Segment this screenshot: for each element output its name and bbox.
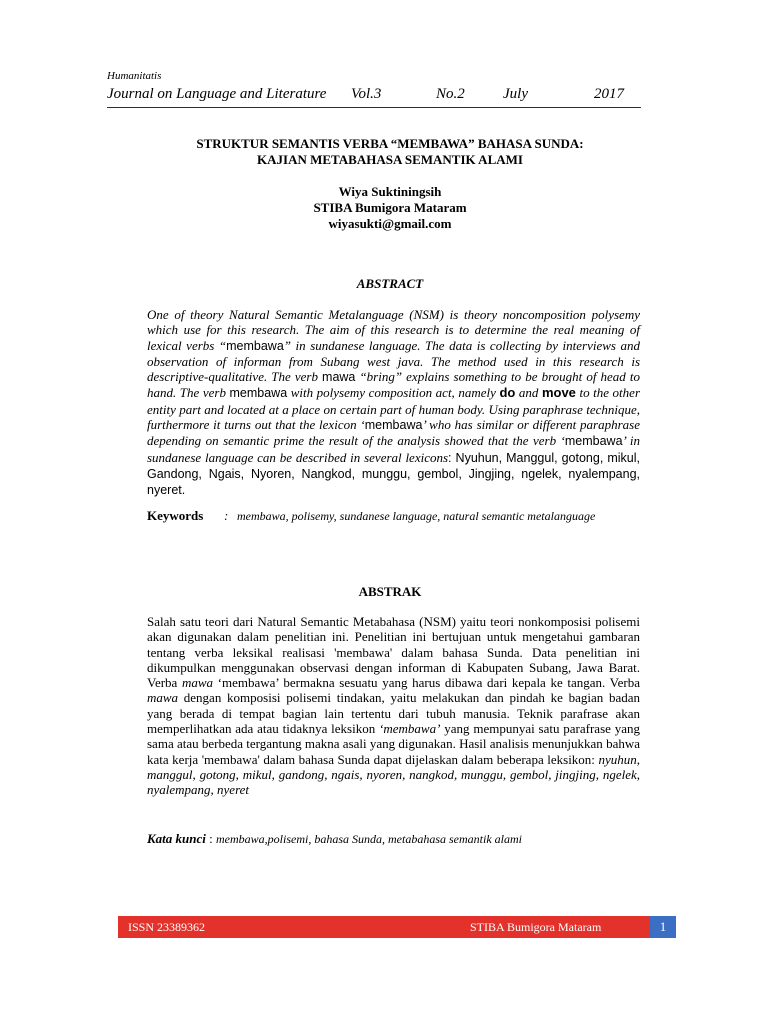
abstrak-text: yang mempunyai satu parafrase yang sama atau berbeda tergantung makna asali yang digunakan. Hasil analisis menunjukkan bahwa kata kerja 'membawa' dalam bahasa Sunda dapat dijelaskan dalam beberapa leksikon: bbox=[147, 721, 640, 767]
term-membawa: membawa bbox=[564, 434, 623, 449]
journal-name: Journal on Language and Literature bbox=[107, 86, 327, 102]
term-membawa: membawa bbox=[229, 386, 288, 401]
keywords-label: Keywords bbox=[147, 508, 204, 523]
journal-month: July bbox=[503, 86, 528, 102]
abstrak-body bbox=[147, 614, 640, 798]
abstract-text: ” in sundanese language. The data is collecting by interviews and observation of informan from Subang west java. The method used in this research is descriptive-qualitative. The verb bbox=[147, 337, 640, 385]
kata-kunci bbox=[147, 831, 640, 847]
abstract-text: ’ in sundanese language can be described in several lexicons bbox=[147, 433, 641, 465]
term-do: do bbox=[499, 385, 516, 401]
kata-kunci-label: Kata kunci bbox=[147, 831, 206, 846]
keywords-colon: : bbox=[224, 508, 229, 523]
author-name: Wiya Suktiningsih bbox=[338, 184, 442, 199]
abstract-text: and bbox=[515, 385, 542, 401]
abstract-lexicons: : Nyuhun, Manggul, gotong, mikul, Gandong, Ngais, Nyoren, Nangkod, munggu, gembol, Jingjing, ngelek, nyalempang, nyeret. bbox=[147, 450, 640, 498]
page-number: 1 bbox=[650, 916, 676, 938]
abstract-text: One of theory Natural Semantic Metalanguage (NSM) is theory noncomposition polysemy which use for this research. The aim of this research is to determine the real meaning of lexical verbs “ bbox=[147, 307, 640, 353]
keywords-text: membawa, polisemy, sundanese language, natural semantic metalanguage bbox=[237, 509, 596, 523]
term-mawa: mawa bbox=[181, 675, 214, 691]
journal-number: No.2 bbox=[436, 86, 465, 102]
term-membawa: membawa bbox=[226, 338, 284, 353]
abstract-text: with polysemy composition act, namely bbox=[287, 385, 500, 401]
title-line-2: KAJIAN METABAHASA SEMANTIK ALAMI bbox=[257, 152, 523, 167]
footer-issn: ISSN 23389362 bbox=[128, 920, 206, 934]
kata-kunci-text: membawa,polisemi, bahasa Sunda, metabahasa semantik alami bbox=[216, 832, 522, 846]
title-line-1: STRUKTUR SEMANTIS VERBA “MEMBAWA” BAHASA SUNDA: bbox=[196, 136, 584, 151]
term-mawa: mawa bbox=[147, 690, 179, 706]
author-affiliation: STIBA Bumigora Mataram bbox=[313, 200, 467, 215]
abstrak-text: Salah satu teori dari Natural Semantic Metabahasa (NSM) yaitu teori nonkomposisi polisemi akan digunakan dalam penelitian ini. Penelitian ini bertujuan untuk mengetahui gambaran tentang verba leksikal realisasi 'membawa' dalam bahasa Sunda. Data penelitian ini dikumpulkan menggunakan observasi dengan informan di Kabupaten Subang, Jawa Barat. Verba bbox=[147, 614, 640, 691]
header-rule bbox=[107, 107, 641, 108]
abstract-body bbox=[147, 307, 640, 499]
abstrak-text: dengan komposisi polisemi tindakan, yaitu melakukan dan pindah ke bagian badan yang berada di tempat bagian lain tertentu dari tubuh manusia. Teknik parafrase akan memperlihatkan ada atau tidaknya leksikon bbox=[147, 690, 640, 737]
abstract-text: “bring” explains something to be brought of head to hand. The verb bbox=[147, 369, 640, 401]
journal-header bbox=[107, 86, 627, 106]
paper-title bbox=[140, 136, 640, 168]
abstract-heading: ABSTRACT bbox=[356, 276, 424, 291]
kata-kunci-sep: : bbox=[205, 831, 216, 846]
author-block bbox=[140, 184, 640, 232]
term-mawa: mawa bbox=[322, 370, 356, 385]
term-membawa: ‘membawa’ bbox=[379, 721, 441, 737]
journal-volume: Vol.3 bbox=[351, 86, 382, 102]
abstract-text: ’ who has similar or different paraphrase depending on semantic prime the result of the analysis showed that the verb ‘ bbox=[147, 417, 641, 449]
abstrak-text: ‘membawa’ bermakna sesuatu yang harus dibawa dari kepala ke tangan. Verba bbox=[213, 675, 640, 691]
term-membawa: membawa bbox=[364, 418, 423, 433]
journal-brand: Humanitatis bbox=[107, 70, 162, 82]
abstrak-lexicons: nyuhun, manggul, gotong, mikul, gandong, ngais, nyoren, nangkod, munggu, gembol, jingjing, ngelek, nyalempang, nyeret bbox=[147, 751, 640, 798]
author-email: wiyasukti@gmail.com bbox=[328, 216, 452, 231]
journal-year: 2017 bbox=[594, 86, 624, 102]
footer-institution: STIBA Bumigora Mataram bbox=[470, 920, 602, 934]
abstrak-heading: ABSTRAK bbox=[358, 584, 422, 599]
term-move: move bbox=[541, 385, 576, 401]
abstract-text: to the other entity part and located at a place on certain part of human body. Using paraphrase technique, furthermore it turns out that the lexicon ‘ bbox=[147, 385, 641, 433]
